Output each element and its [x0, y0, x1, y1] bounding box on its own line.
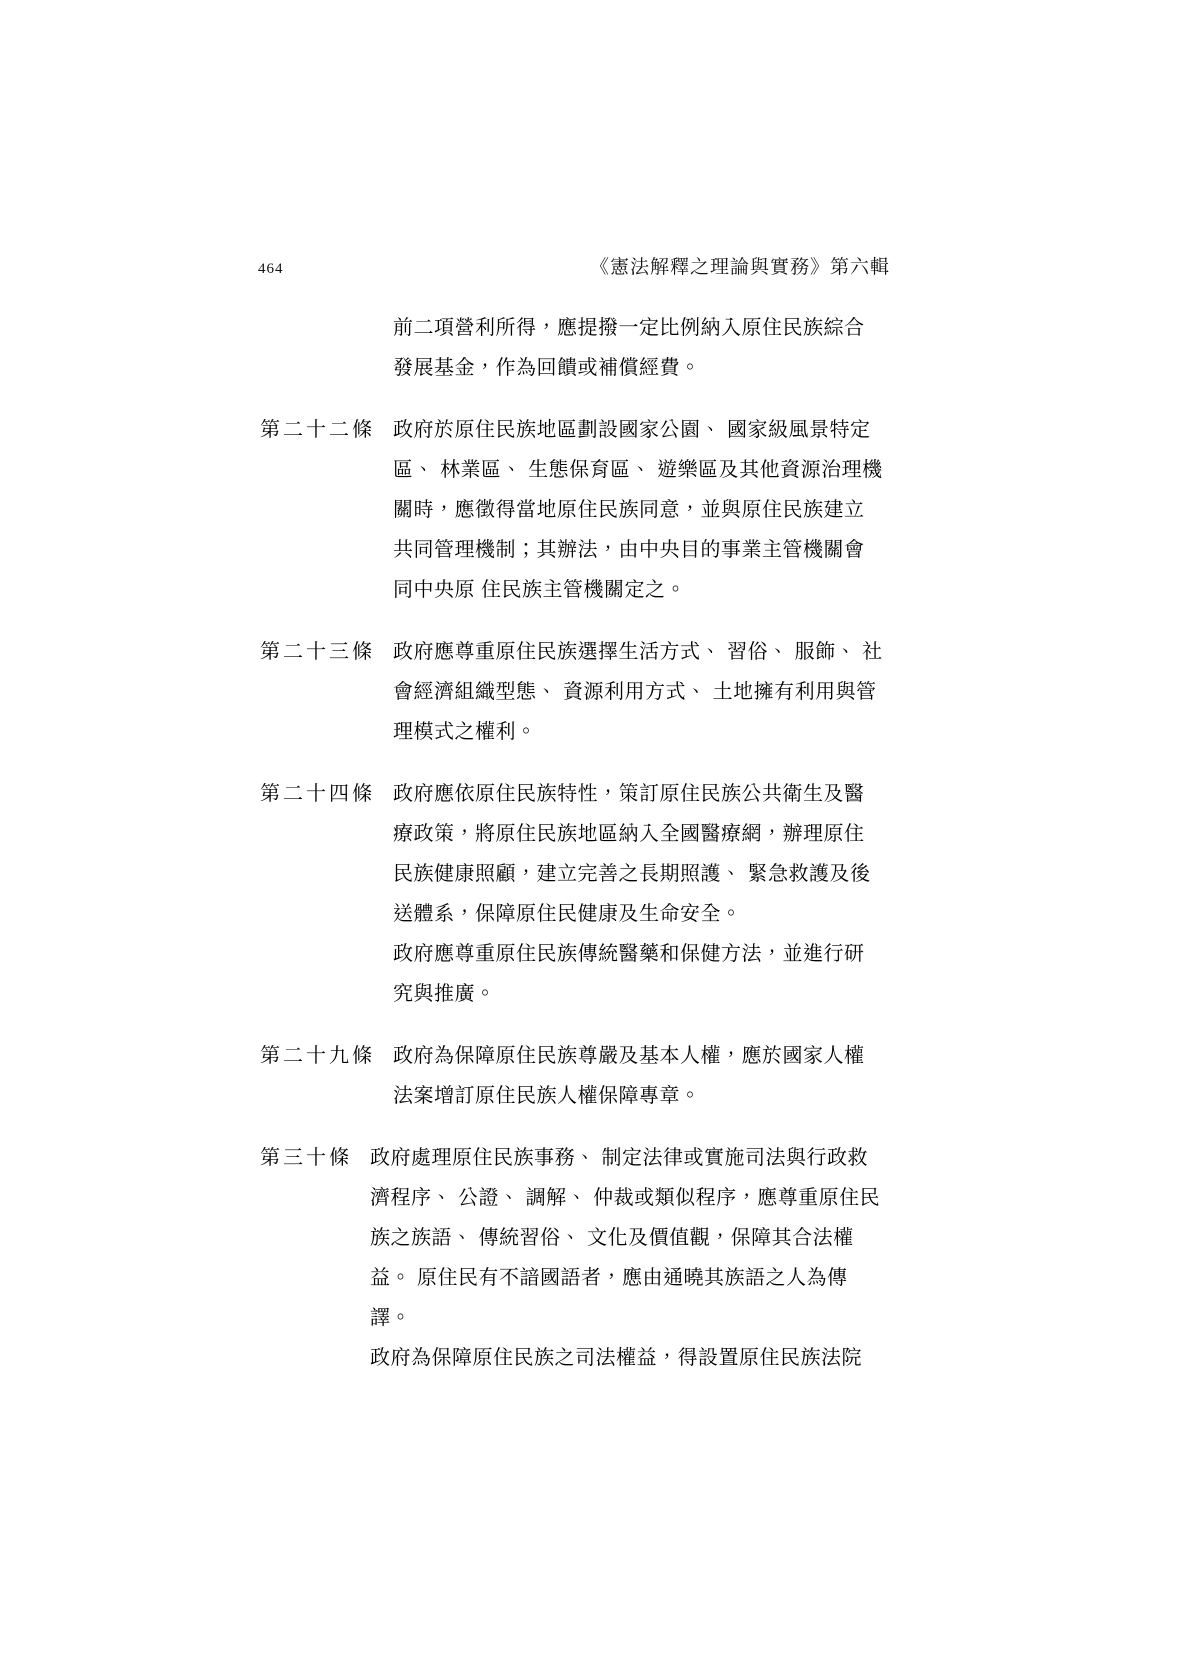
text-line: 政府應尊重原住民族選擇生活方式、 習俗、 服飾、 社	[393, 641, 883, 663]
article-24	[260, 774, 882, 1014]
paragraph-continuation	[260, 308, 882, 388]
article-body	[393, 774, 882, 1014]
text-line: 送體系，保障原住民健康及生命安全。	[393, 903, 742, 925]
text-line: 政府處理原住民族事務、 制定法律或實施司法與行政救	[370, 1147, 869, 1169]
article-number: 第三十條	[260, 1147, 352, 1169]
running-header-title: 《憲法解釋之理論與實務》第六輯	[589, 257, 890, 278]
text-line: 療政策，將原住民族地區納入全國醫療網，辦理原住	[393, 823, 865, 845]
page-body	[260, 308, 882, 1378]
text-line: 發展基金，作為回饋或補償經費。	[393, 357, 701, 379]
page-header	[258, 252, 890, 279]
article-body	[393, 410, 883, 610]
text-line: 濟程序、 公證、 調解、 仲裁或類似程序，應尊重原住民	[370, 1187, 881, 1209]
text-line: 政府應尊重原住民族傳統醫藥和保健方法，並進行研	[393, 943, 865, 965]
article-number: 第二十三條	[260, 641, 375, 663]
text-line: 究與推廣。	[393, 983, 496, 1005]
text-line: 益。 原住民有不諳國語者，應由通曉其族語之人為傳	[370, 1267, 848, 1289]
text-line: 政府於原住民族地區劃設國家公園、 國家級風景特定	[393, 419, 871, 441]
article-22	[260, 410, 882, 610]
article-23	[260, 632, 882, 752]
text-line: 會經濟組織型態、 資源利用方式、 土地擁有利用與管	[393, 681, 877, 703]
paragraph-body	[393, 308, 882, 388]
text-line: 民族健康照顧，建立完善之長期照護、 緊急救護及後	[393, 863, 871, 885]
text-line: 同中央原 住民族主管機關定之。	[393, 579, 687, 601]
text-line: 政府為保障原住民族之司法權益，得設置原住民族法院	[370, 1347, 862, 1369]
text-line: 族之族語、 傳統習俗、 文化及價值觀，保障其合法權	[370, 1227, 854, 1249]
text-line: 譯。	[370, 1307, 411, 1329]
article-number: 第二十九條	[260, 1045, 375, 1067]
article-30	[260, 1138, 882, 1378]
article-number: 第二十四條	[260, 783, 375, 805]
text-line: 法案增訂原住民族人權保障專章。	[393, 1085, 701, 1107]
article-body	[393, 1036, 882, 1116]
text-line: 政府為保障原住民族尊嚴及基本人權，應於國家人權	[393, 1045, 865, 1067]
text-line: 區、 林業區、 生態保育區、 遊樂區及其他資源治理機	[393, 459, 883, 481]
text-line: 關時，應徵得當地原住民族同意，並與原住民族建立	[393, 499, 865, 521]
text-line: 共同管理機制；其辦法，由中央目的事業主管機關會	[393, 539, 865, 561]
article-body	[393, 632, 883, 752]
text-line: 前二項營利所得，應提撥一定比例納入原住民族綜合	[393, 317, 865, 339]
article-number: 第二十二條	[260, 419, 375, 441]
page-number: 464	[258, 261, 284, 277]
text-line: 政府應依原住民族特性，策訂原住民族公共衛生及醫	[393, 783, 865, 805]
text-line: 理模式之權利。	[393, 721, 537, 743]
article-body	[370, 1138, 882, 1378]
article-29	[260, 1036, 882, 1116]
